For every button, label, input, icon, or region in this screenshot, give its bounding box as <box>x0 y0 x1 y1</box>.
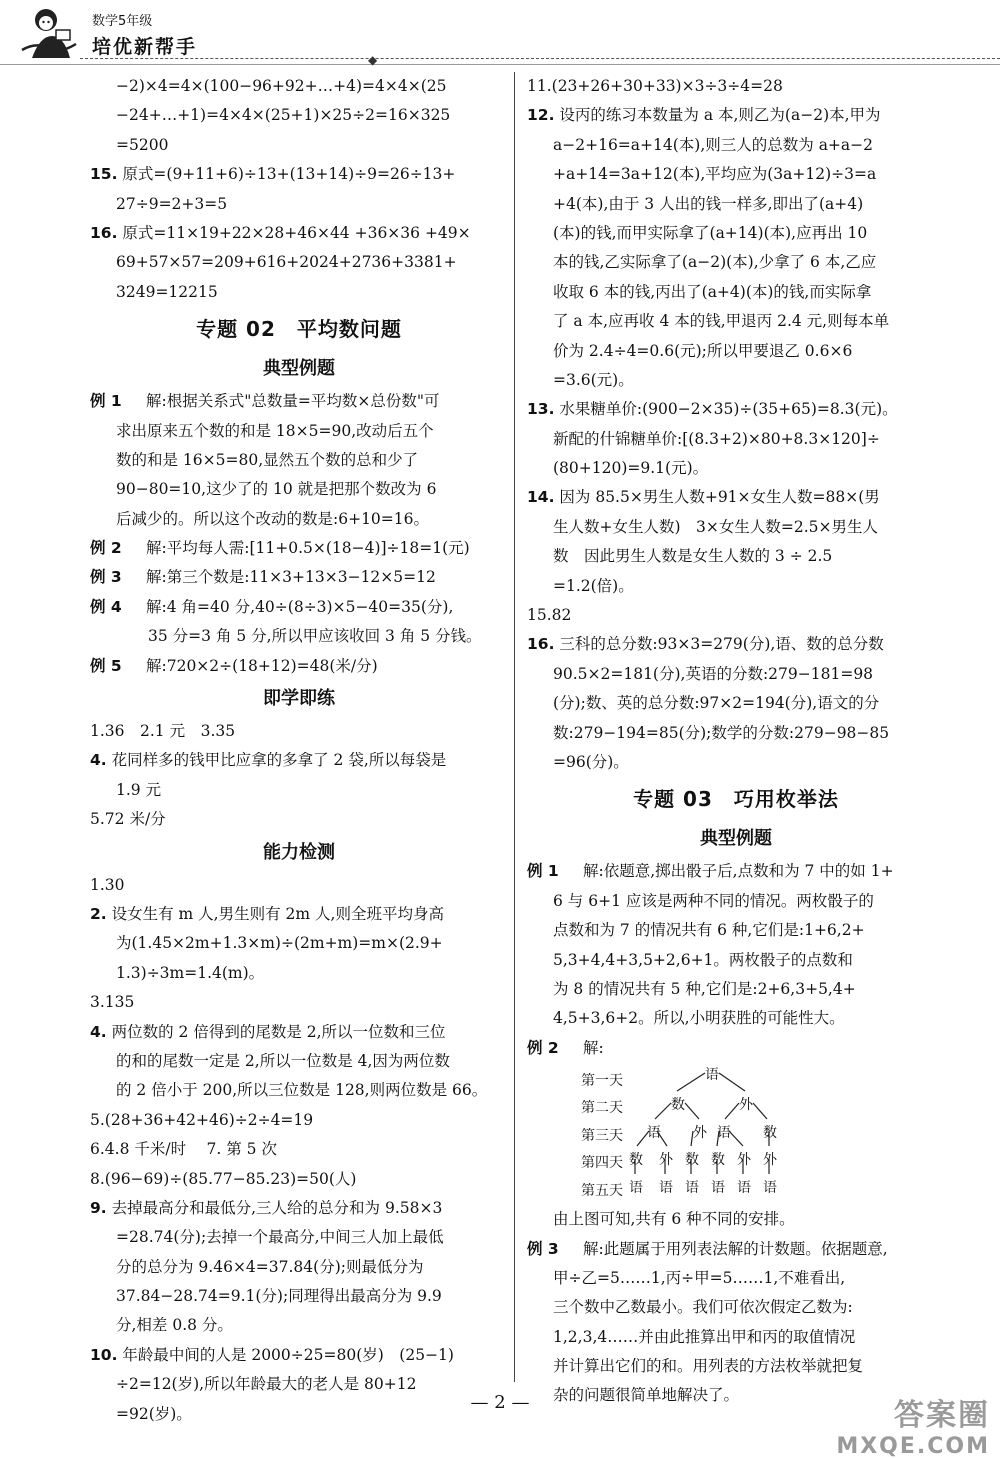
subsection-typical-examples: 典型例题 <box>263 358 335 380</box>
text-line: 价为 2.4÷4=0.6(元);所以甲要退乙 0.6×6 <box>553 341 853 360</box>
text-line: 的和的尾数一定是 2,所以一位数是 4,因为两位数 <box>116 1051 450 1070</box>
tree-node: 语 <box>737 1180 751 1197</box>
text-line: 1.3)÷3m=1.4(m)。 <box>116 963 265 982</box>
tree-day-label: 第二天 <box>581 1100 623 1117</box>
text-line: 数:279−194=85(分);数学的分数:279−98−85 <box>553 723 890 742</box>
right-column <box>527 72 945 1411</box>
answer-number: 14. <box>527 488 555 507</box>
text-line: =92(岁)。 <box>116 1404 192 1423</box>
answer-2: 2. 设女生有 m 人,男生则有 2m 人,则全班平均身高 <box>90 904 444 923</box>
subsection-practice: 即学即练 <box>263 688 335 710</box>
tree-day-label: 第四天 <box>581 1155 623 1172</box>
text-line: +a+14=3a+12(本),平均应为(3a+12)÷3=a <box>553 165 877 184</box>
text-line: =1.2(倍)。 <box>553 576 634 595</box>
tree-node: 外 <box>737 1152 751 1169</box>
example-label: 例 3 <box>527 1239 559 1258</box>
subsection-typical-examples: 典型例题 <box>700 828 772 850</box>
answer-4: 4. 两位数的 2 倍得到的尾数是 2,所以一位数和三位 <box>90 1022 446 1041</box>
text-line: +4(本),由于 3 人出的钱一样多,即出了(a+4) <box>553 194 864 213</box>
example-1: 例 1 解:根据关系式"总数量=平均数×总份数"可 <box>90 387 508 416</box>
tree-diagram <box>527 1063 945 1205</box>
text-line: (80+120)=9.1(元)。 <box>553 459 709 478</box>
text-line: 的 2 倍小于 200,所以三位数是 128,则两位数是 66。 <box>116 1081 488 1100</box>
answer-5: 5.72 米/分 <box>90 810 166 829</box>
header-rule <box>80 58 1000 59</box>
example-1: 例 1 解:依题意,掷出骰子后,点数和为 7 中的如 1+ <box>527 857 945 886</box>
tree-node: 数 <box>711 1152 725 1169</box>
example-label: 例 1 <box>527 862 559 881</box>
text-line: 69+57×57=209+616+2024+2736+3381+ <box>116 253 457 272</box>
text-line: 90.5×2=181(分),英语的分数:279−181=98 <box>553 664 874 683</box>
tree-node: 语 <box>629 1180 643 1197</box>
answer-5: 5.(28+36+42+46)÷2÷4=19 <box>90 1110 314 1129</box>
text-line: 甲÷乙=5……1,丙÷甲=5……1,不难看出, <box>553 1268 846 1287</box>
text-line: 4,5+3,6+2。所以,小明获胜的可能性大。 <box>553 1009 845 1028</box>
answer-16: 16. 三科的总分数:93×3=279(分),语、数的总分数 <box>527 635 884 654</box>
text-line: 求出原来五个数的和是 18×5=90,改动后五个 <box>116 421 434 440</box>
text-line: 后减少的。所以这个改动的数是:6+10=16。 <box>116 509 430 528</box>
tree-node: 外 <box>693 1125 707 1142</box>
text-line: 90−80=10,这少了的 10 就是把那个数改为 6 <box>116 480 437 499</box>
text-line: 为(1.45×2m+1.3×m)÷(2m+m)=m×(2.9+ <box>116 934 443 953</box>
answer-number: 16. <box>527 635 555 654</box>
watermark-url: MXQE.COM <box>836 1434 990 1459</box>
tree-node: 数 <box>629 1152 643 1169</box>
text-line: −2)×4=4×(100−96+92+…+4)=4×4×(25 <box>116 77 447 95</box>
text-line: 点数和为 7 的情况共有 6 种,它们是:1+6,2+ <box>553 921 865 940</box>
answer-13: 13. 水果糖单价:(900−2×35)÷(35+65)=8.3(元)。 <box>527 400 898 419</box>
example-label: 例 4 <box>90 597 122 616</box>
tree-node: 语 <box>763 1180 777 1197</box>
page-number: — 2 — <box>470 1392 530 1413</box>
example-2: 例 2 解: <box>527 1034 945 1063</box>
tree-node: 外 <box>763 1152 777 1169</box>
example-label: 例 5 <box>90 656 122 675</box>
header-rule-solid <box>0 64 1000 65</box>
example-2: 例 2 解:平均每人需:[11+0.5×(18−4)]÷18=1(元) <box>90 534 508 563</box>
text-line: −24+…+1)=4×4×(25+1)×25÷2=16×325 <box>116 106 451 125</box>
text-line: =3.6(元)。 <box>553 370 634 389</box>
text-line: 35 分=3 角 5 分,所以甲应该收回 3 角 5 分钱。 <box>148 627 482 646</box>
text-line: (本)的钱,而甲实际拿了(a+14)(本),应再出 10 <box>553 223 868 242</box>
watermark-logo: 答案圈 <box>894 1398 990 1433</box>
answer-11: 11.(23+26+30+33)×3÷3÷4=28 <box>527 77 783 95</box>
tree-node: 语 <box>717 1125 731 1142</box>
text-line: 新配的什锦糖单价:[(8.3+2)×80+8.3×120]÷ <box>553 429 880 448</box>
example-4: 例 4 解:4 角=40 分,40÷(8÷3)×5−40=35(分), <box>90 593 508 622</box>
tree-node: 语 <box>659 1180 673 1197</box>
example-label: 例 2 <box>90 539 122 558</box>
example-3: 例 3 解:此题属于用列表法解的计数题。依据题意, <box>527 1235 945 1264</box>
answer-number: 2. <box>90 904 107 923</box>
text-line: 三个数中乙数最小。我们可依次假定乙数为: <box>553 1298 853 1317</box>
header-subtitle: 数学5年级 <box>92 14 153 29</box>
answer-16: 16. 原式=11×19+22×28+46×44 +36×36 +49× <box>90 223 471 242</box>
example-label: 例 1 <box>90 392 122 411</box>
answer-number: 15. <box>90 165 118 184</box>
column-divider <box>514 72 515 1382</box>
tree-day-label: 第五天 <box>581 1183 623 1200</box>
tree-node: 语 <box>705 1067 719 1084</box>
example-3: 例 3 解:第三个数是:11×3+13×3−12×5=12 <box>90 563 508 592</box>
text-line: 5,3+4,4+3,5+2,6+1。两枚骰子的点数和 <box>553 950 853 969</box>
answer-1-3: 1.36 2.1 元 3.35 <box>90 722 236 741</box>
text-line: 生人数+女生人数) 3×女生人数=2.5×男生人 <box>553 517 879 536</box>
tree-node: 外 <box>659 1152 673 1169</box>
text-line: 1.9 元 <box>116 780 162 799</box>
section-title-03: 专题 03 巧用枚举法 <box>633 787 839 812</box>
header-title: 培优新帮手 <box>92 36 198 58</box>
diamond-icon: ◆ <box>368 53 378 67</box>
answer-number: 10. <box>90 1345 118 1364</box>
answer-9: 9. 去掉最高分和最低分,三人给的总分和为 9.58×3 <box>90 1198 443 1217</box>
section-title-02: 专题 02 平均数问题 <box>196 317 402 342</box>
answer-15: 15.82 <box>527 606 572 625</box>
answer-6-7: 6.4.8 千米/时 7. 第 5 次 <box>90 1140 277 1159</box>
subsection-ability-test: 能力检测 <box>263 841 335 863</box>
answer-14: 14. 因为 85.5×男生人数+91×女生人数=88×(男 <box>527 488 880 507</box>
text-line: =96(分)。 <box>553 752 629 771</box>
answer-3: 3.135 <box>90 993 135 1012</box>
answer-1: 1.30 <box>90 875 125 894</box>
text-line: 27÷9=2+3=5 <box>116 194 228 213</box>
text-line: 数 因此男生人数是女生人数的 3 ÷ 2.5 <box>553 547 833 566</box>
text-line: =28.74(分);去掉一个最高分,中间三人加上最低 <box>116 1228 444 1247</box>
text-line: 了 a 本,应再收 4 本的钱,甲退丙 2.4 元,则每本单 <box>553 312 890 331</box>
text-line: 杂的问题很简单地解决了。 <box>553 1386 740 1405</box>
example-label: 例 3 <box>90 568 122 587</box>
example-label: 例 2 <box>527 1038 559 1057</box>
answer-10: 10. 年龄最中间的人是 2000÷25=80(岁) (25−1) <box>90 1345 454 1364</box>
answer-number: 9. <box>90 1198 107 1217</box>
page-header <box>0 0 1000 70</box>
text-line: a−2+16=a+14(本),则三人的总数为 a+a−2 <box>553 135 874 154</box>
text-line: (分);数、英的总分数:97×2=194(分),语文的分 <box>553 694 880 713</box>
mascot-logo-icon <box>18 6 80 64</box>
text-line: 37.84−28.74=9.1(分);同理得出最高分为 9.9 <box>116 1287 442 1306</box>
tree-node: 语 <box>685 1180 699 1197</box>
watermark <box>836 1390 990 1459</box>
tree-node: 语 <box>711 1180 725 1197</box>
answer-8: 8.(96−69)÷(85.77−85.23)=50(人) <box>90 1169 357 1188</box>
left-column <box>90 72 508 1429</box>
text-line: 3249=12215 <box>116 282 218 301</box>
text-line: ÷2=12(岁),所以年龄最大的老人是 80+12 <box>116 1375 417 1394</box>
tree-node: 语 <box>647 1125 661 1142</box>
answer-number: 13. <box>527 400 555 419</box>
text-line: 分,相差 0.8 分。 <box>116 1316 233 1335</box>
text-line: 6 与 6+1 应该是两种不同的情况。两枚骰子的 <box>553 891 874 910</box>
answer-number: 12. <box>527 106 555 125</box>
text-line: 收取 6 本的钱,丙出了(a+4)(本)的钱,而实际拿 <box>553 282 872 301</box>
text-line: 1,2,3,4……并由此推算出甲和丙的取值情况 <box>553 1327 856 1346</box>
tree-node: 数 <box>685 1152 699 1169</box>
text-line: 由上图可知,共有 6 种不同的安排。 <box>553 1210 795 1229</box>
answer-15: 15. 原式=(9+11+6)÷13+(13+14)÷9=26÷13+ <box>90 165 456 184</box>
text-line: 分的总分为 9.46×4=37.84(分);则最低分为 <box>116 1257 424 1276</box>
tree-day-label: 第一天 <box>581 1073 623 1090</box>
answer-number: 4. <box>90 1022 107 1041</box>
answer-12: 12. 设丙的练习本数量为 a 本,则乙为(a−2)本,甲为 <box>527 106 881 125</box>
example-5: 例 5 解:720×2÷(18+12)=48(米/分) <box>90 652 508 681</box>
text-line: =5200 <box>116 135 169 154</box>
tree-node: 数 <box>763 1125 777 1142</box>
answer-4: 4. 花同样多的钱甲比应拿的多拿了 2 袋,所以每袋是 <box>90 751 447 770</box>
text-line: 并计算出它们的和。用列表的方法枚举就把复 <box>553 1357 864 1376</box>
tree-day-label: 第三天 <box>581 1128 623 1145</box>
text-line: 为 8 的情况共有 5 种,它们是:2+6,3+5,4+ <box>553 979 856 998</box>
text-line: 本的钱,乙实际拿了(a−2)(本),少拿了 6 本,乙应 <box>553 253 877 272</box>
text-line: 数的和是 16×5=80,显然五个数的总和少了 <box>116 450 419 469</box>
answer-number: 4. <box>90 751 107 770</box>
tree-node: 数 <box>671 1097 685 1114</box>
answer-number: 16. <box>90 223 118 242</box>
tree-node: 外 <box>739 1097 753 1114</box>
